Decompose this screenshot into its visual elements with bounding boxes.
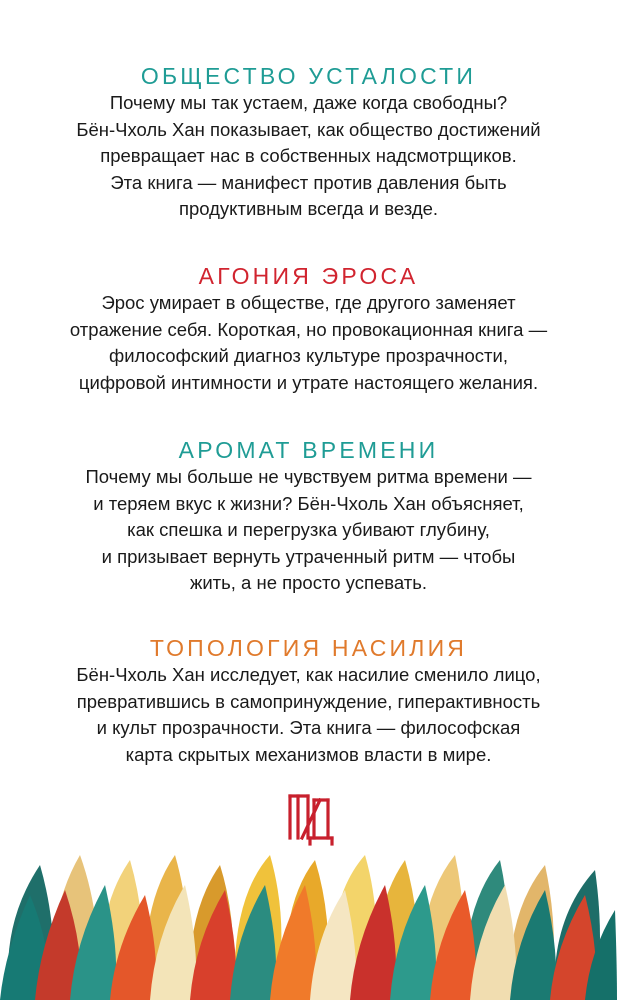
publisher-logo-icon bbox=[284, 790, 334, 846]
section-title: ОБЩЕСТВО УСТАЛОСТИ bbox=[140, 63, 477, 89]
description-line: жить, а не просто успевать. bbox=[189, 572, 428, 594]
description-line: цифровой интимности и утрате настоящего желания. bbox=[78, 371, 539, 393]
description-line: Бён-Чхоль Хан показывает, как общество достижений bbox=[76, 118, 541, 140]
description-line: отражение себя. Короткая, но провокационная книга — bbox=[69, 318, 548, 340]
section-title: АГОНИЯ ЭРОСА bbox=[198, 263, 419, 289]
description-line: Эта книга — манифест против давления быть bbox=[110, 171, 507, 193]
description-line: Эрос умирает в обществе, где другого заменяет bbox=[101, 292, 516, 313]
section-description bbox=[0, 464, 617, 597]
leaves-decoration bbox=[0, 855, 617, 1000]
section-agoniya-erosa bbox=[0, 262, 617, 396]
section-description bbox=[0, 662, 617, 768]
description-line: продуктивным всегда и везде. bbox=[178, 198, 439, 220]
section-description bbox=[0, 90, 617, 223]
section-aromat-vremeni bbox=[0, 436, 617, 597]
description-line: Почему мы так устаем, даже когда свободны? bbox=[109, 92, 508, 113]
section-topologiya-nasiliya bbox=[0, 634, 617, 768]
section-obshchestvo-ustalosti bbox=[0, 62, 617, 223]
description-line: философский диагноз культуре прозрачности, bbox=[108, 345, 508, 367]
section-title: ТОПОЛОГИЯ НАСИЛИЯ bbox=[149, 635, 468, 661]
section-title: АРОМАТ ВРЕМЕНИ bbox=[178, 437, 439, 463]
description-line: превратившись в самопринуждение, гиперактивность bbox=[76, 690, 541, 712]
section-description bbox=[0, 290, 617, 396]
description-line: и призывает вернуть утраченный ритм — чтобы bbox=[101, 545, 516, 567]
description-line: и культ прозрачности. Эта книга — философская bbox=[96, 717, 521, 739]
description-line: как спешка и перегрузка убивают глубину, bbox=[127, 519, 490, 541]
description-line: Бён-Чхоль Хан исследует, как насилие сменило лицо, bbox=[76, 664, 541, 685]
description-line: и теряем вкус к жизни? Бён-Чхоль Хан объясняет, bbox=[93, 492, 524, 514]
description-line: карта скрытых механизмов власти в мире. bbox=[125, 743, 492, 765]
description-line: превращает нас в собственных надсмотрщиков. bbox=[100, 145, 517, 167]
description-line: Почему мы больше не чувствуем ритма времени — bbox=[85, 466, 532, 487]
